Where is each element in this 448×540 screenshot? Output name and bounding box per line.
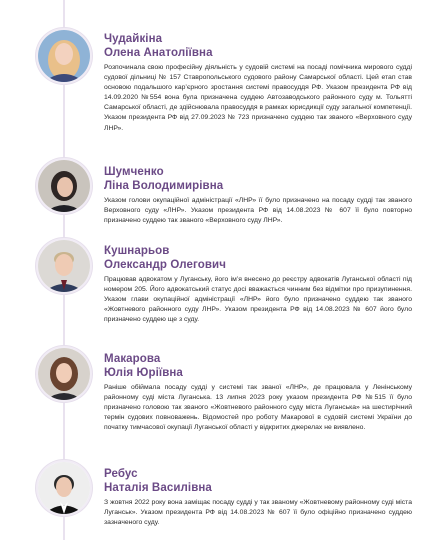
person-name: Ребус Наталія Василівна [104,468,212,494]
person-bio: Працював адвокатом у Луганську, його ім’я внесено до реєстру адвокатів Луганської області під номером 205. Його адвокатський статус досі вважається чинним без відмітки про призупинення. Указом глави окупаційної адміністрації «ЛНР» його було призначено суддею так званого «Жовтневого районного суду ЛНР». Указом президента РФ від 14.08.2023 № 607 його було призначено суддею ще з суду. [104,276,412,324]
person-bio: Розпочинала свою професійну діяльність у судовій системі на посаді помічника мирового судді судової дільниці № 157 Ставропольського судового району Самарської області. Цей етап став основою подальшого кар’єрного зростання системі правосуддя РФ. Указом президента РФ від 14.09.2020 №554 вона була призначена суддею Автозаводського районного суду м. Тольятті Самарської області, де здійснювала правосуддя в рамках юрисдикції суду загальної компетенції. Указом президента РФ від 27.09.2023 № 723 призначено суддею так званого «Верховного суду ЛНР». [104,64,412,132]
person-name: Чудайкіна Олена Анатоліївна [104,33,213,59]
avatar-photo [36,238,92,294]
person-bio: Раніше обіймала посаду судді у системі так званої «ЛНР», де працювала у Ленінському районному суді міста Луганська. 13 липня 2023 року указом президента РФ №515 її було призначено головою так званого «Жовтневого районного суду міста Луганська» на шестирічний термін судових повноважень. Відомостей про роботу Макарової в судовій системі України до початку тимчасової окупації Луганської області у відкритих джерелах не виявлено. [104,384,412,432]
avatar-photo [36,158,92,214]
person-name: Макарова Юлія Юріївна [104,353,183,379]
avatar-photo [36,346,92,402]
person-name: Кушнарьов Олександр Олегович [104,245,226,271]
avatar-photo [36,28,92,84]
person-bio: З жовтня 2022 року вона заміщає посаду судді у так званому «Жовтневому районному суді міста Луганськ». Указом президента РФ від 14.08.2023 № 607 її було офіційно призначено суддею зазначеного суду. [104,499,412,527]
avatar-photo [36,460,92,516]
person-bio: Указом голови окупаційної адміністрації «ЛНР» її було призначено на посаду судді так званого Верховного суду «ЛНР». Указом президента РФ від 14.08.2023 № 607 її було повторно призначено суддею так званого «Верховного суду ЛНР». [104,197,412,225]
person-name: Шумченко Ліна Володимирівна [104,166,224,192]
